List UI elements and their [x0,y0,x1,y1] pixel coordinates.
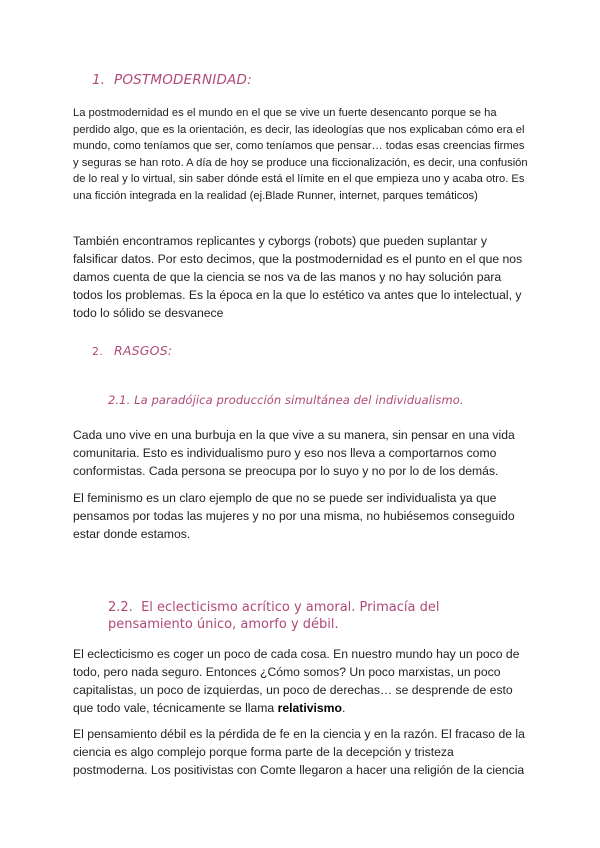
subheading-individualismo: 2.1. La paradójica producción simultánea del individualismo. [108,393,464,407]
bold-term-relativismo: relativismo [277,701,342,715]
paragraph-individualismo-2: El feminismo es un claro ejemplo de que no se puede ser individualista ya que pensamos por todas las mujeres y no por una misma, no hubiésemos conseguido estar donde estamos. [73,491,515,541]
heading-text: RASGOS: [114,343,173,358]
paragraph-postmodernidad-1: La postmodernidad es el mundo en el que se vive un fuerte desencanto porque se ha perdido algo, que es la orientación, es decir, las ideologías que nos explicaban cómo era el mundo, como teníamos que ser, como teníamos que pensar… todas esas creencias firmes y seguras se han roto. A día de hoy se produce una ficcionalización, es decir, una confusión de lo real y lo virtual, sin saber dónde está el límite en el que empieza uno y acaba otro. Es una ficción integrada en la realidad (ej.Blade Runner, internet, parques temáticos) [73,107,528,202]
paragraph-postmodernidad-2: También encontramos replicantes y cyborgs (robots) que pueden suplantar y falsificar datos. Por esto decimos, que la postmodernidad es el punto en el que nos damos cuenta de que la ciencia se nos va de las manos y no hay solución para todos los problemas. Es la época en la que lo estético va antes que lo intelectual, y todo lo sólido se desvanece [73,234,523,320]
subheading-text: El eclecticismo acrítico y amoral. Primacía del pensamiento único, amorfo y débil. [108,600,440,632]
paragraph-eclecticismo-2: El pensamiento débil es la pérdida de fe en la ciencia y en la razón. El fracaso de la ciencia es algo complejo porque forma parte de la decepción y tristeza postmoderna. Los positivistas con Comte llegaron a hacer una religión de la ciencia [73,727,525,777]
heading-rasgos [92,343,172,358]
subheading-number: 2.2. [108,600,133,615]
paragraph-text: El eclecticismo es coger un poco de cada cosa. En nuestro mundo hay un poco de todo, pero nada seguro. Entonces ¿Cómo somos? Un poco marxistas, un poco capitalistas, un poco de izquierdas, un poco de derechas… se desprende de esto que todo vale, técnicamente se llama [73,647,520,715]
paragraph-eclecticismo-1 [73,645,528,717]
heading-postmodernidad [92,72,252,88]
heading-text: POSTMODERNIDAD: [114,72,252,88]
heading-number: 2. [92,345,103,358]
paragraph-individualismo-1: Cada uno vive en una burbuja en la que vive a su manera, sin pensar en una vida comunitaria. Esto es individualismo puro y eso nos lleva a comportarnos como conformistas. Cada persona se preocupa por lo suyo y no por lo de los demás. [73,428,515,478]
subheading-eclecticismo [108,599,518,633]
paragraph-end: . [341,701,346,715]
heading-number: 1. [92,72,106,88]
